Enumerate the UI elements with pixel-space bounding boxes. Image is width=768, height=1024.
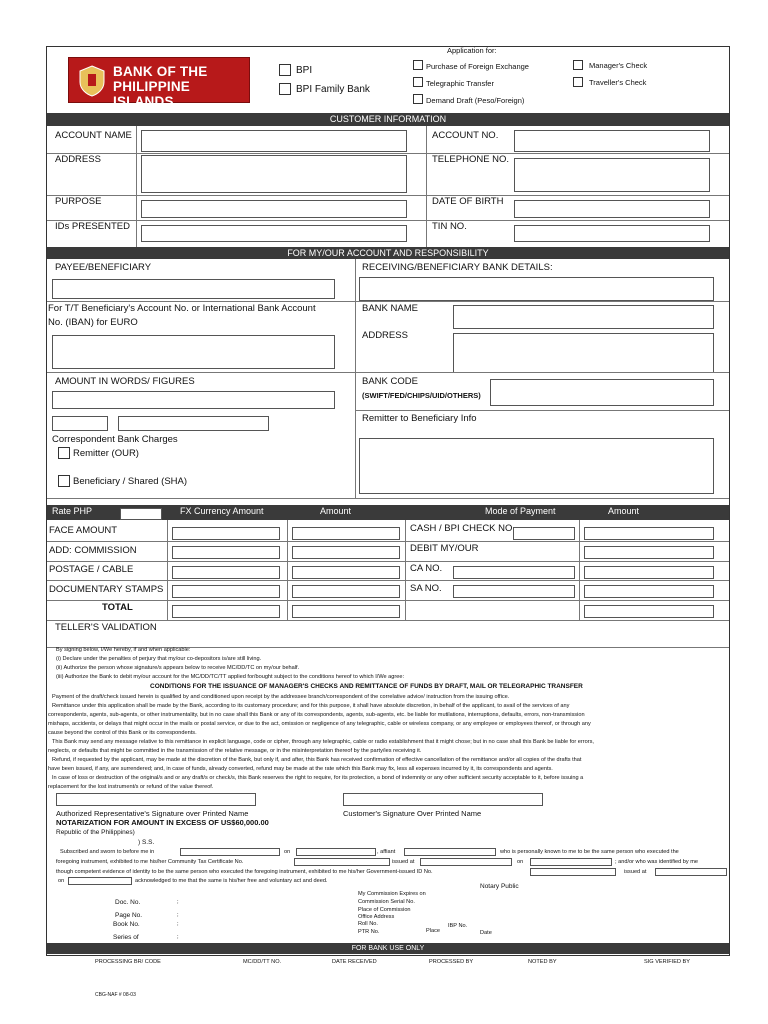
roll-no-label: Roll No. (358, 921, 378, 927)
managers-check-label: Manager's Check (589, 61, 648, 70)
purpose-label: PURPOSE (55, 196, 102, 207)
on-text: on (284, 849, 291, 855)
terms-intro: By signing below, I/We hereby, if and when applicable: (56, 647, 191, 653)
amount-currency-field[interactable] (52, 416, 108, 431)
receiving-bank-label: RECEIVING/BENEFICIARY BANK DETAILS: (362, 262, 553, 273)
subscribed-text: Subscribed and sworn to before me in (60, 849, 155, 855)
cash-amount-field[interactable] (584, 527, 714, 540)
sa-amount-field[interactable] (584, 585, 714, 598)
processing-br-label: PROCESSING BR/ CODE (95, 959, 161, 965)
place-label: Place (426, 928, 440, 934)
ca-no-field[interactable] (453, 566, 575, 579)
subscribed-date-field[interactable] (296, 848, 376, 856)
remitter-our-label: Remitter (OUR) (73, 448, 139, 459)
ss-label: ) S.S. (138, 839, 155, 846)
ids-presented-field[interactable] (141, 225, 407, 242)
bpi-family-checkbox[interactable] (279, 83, 291, 95)
remitter-info-field[interactable] (359, 438, 714, 494)
travellers-check-checkbox[interactable] (573, 77, 583, 87)
divider (579, 520, 580, 620)
divider (136, 126, 137, 247)
ctc-no-field[interactable] (294, 858, 390, 866)
rate-php-field[interactable] (120, 508, 162, 520)
place-commission-label: Place of Commission (358, 907, 411, 913)
date-received-label: DATE RECEIVED (332, 959, 377, 965)
php-total-field[interactable] (292, 605, 400, 618)
divider (167, 520, 168, 620)
bank-address-field[interactable] (453, 333, 714, 373)
demand-draft-checkbox[interactable] (413, 94, 423, 104)
fx-face-amount-field[interactable] (172, 527, 280, 540)
issued-at-text: issued at (392, 859, 415, 865)
tin-field[interactable] (514, 225, 710, 242)
rate-php-label: Rate PHP (52, 506, 93, 516)
processed-by-label: PROCESSED BY (429, 959, 474, 965)
debit-label: DEBIT MY/OUR (410, 543, 479, 554)
divider (47, 541, 729, 542)
amount-words-label: AMOUNT IN WORDS/ FIGURES (55, 376, 195, 387)
divider (405, 520, 406, 620)
colon: ; (177, 899, 179, 905)
dob-field[interactable] (514, 200, 710, 218)
rep-signature-field[interactable] (56, 793, 256, 806)
bank-code-field[interactable] (490, 379, 714, 406)
bank-logo (68, 57, 250, 109)
divider (355, 259, 356, 499)
amount-figures-field[interactable] (118, 416, 269, 431)
account-no-label: ACCOUNT NO. (432, 130, 499, 141)
ptr-no-label: PTR No. (358, 929, 380, 935)
divider (47, 220, 729, 221)
tt-account-label-2: No. (IBAN) for EURO (48, 317, 138, 328)
colon: ; (177, 934, 179, 940)
bank-name-label: BANK NAME (362, 303, 418, 314)
telegraphic-label: Telegraphic Transfer (426, 79, 494, 88)
gov-id-date-field[interactable] (68, 877, 132, 885)
notary-public-label: Notary Public (480, 883, 519, 890)
condition-line: replacement for the lost instrument/s or refund of the value thereof. (48, 784, 214, 790)
divider (47, 580, 729, 581)
commission-serial-label: Commission Serial No. (358, 899, 415, 905)
receiving-bank-field[interactable] (359, 277, 714, 301)
condition-line: cause beyond the control of this Bank or its correspondents. (48, 730, 197, 736)
total-amount-field[interactable] (584, 605, 714, 618)
purchase-fx-checkbox[interactable] (413, 60, 423, 70)
series-label: Series of (113, 934, 139, 941)
condition-line: correspondents, agents, sub-agents, or other instrumentality, but in no case shall this Bank or any of its correspondents, agents, sub-agents, etc. be liable for mutilations, interruptions, defaults, errors, non-transmission (48, 712, 585, 718)
divider (355, 410, 729, 411)
gov-id-issued-at-field[interactable] (655, 868, 727, 876)
tt-account-label-1: For T/T Beneficiary's Account No. or International Bank Account (48, 303, 316, 314)
form-code: CBG-NAF # 08-03 (95, 992, 136, 998)
fx-amount-header: FX Currency Amount (180, 506, 264, 516)
condition-line: mishaps, accidents, or delays that might occur in the mails or postal service, or due to the act, omission or negligence of any telegraphic, cable or wireless company, or any employee or employees thereof, or through any (48, 721, 591, 727)
colon: ; (177, 921, 179, 927)
customer-signature-field[interactable] (343, 793, 543, 806)
book-no-label: Book No. (113, 921, 140, 928)
postage-label: POSTAGE / CABLE (49, 564, 134, 575)
teller-validation-label: TELLER'S VALIDATION (55, 622, 157, 633)
tt-account-field[interactable] (52, 335, 335, 369)
fx-stamps-field[interactable] (172, 585, 280, 598)
remitter-info-label: Remitter to Beneficiary Info (362, 413, 477, 424)
bank-name-line2: PHILIPPINE ISLANDS (113, 79, 191, 109)
fx-commission-field[interactable] (172, 546, 280, 559)
notarization-title: NOTARIZATION FOR AMOUNT IN EXCESS OF US$60,000.00 (56, 818, 269, 827)
amount-words-field[interactable] (52, 391, 335, 409)
on2-text: on (517, 859, 524, 865)
terms-item-1: (i) Declare under the penalties of perjury that my/our co-depositors is/are still living. (56, 656, 262, 662)
customer-info-bar: CUSTOMER INFORMATION (47, 113, 729, 126)
divider (47, 372, 729, 373)
php-postage-field[interactable] (292, 566, 400, 579)
correspondent-label: Correspondent Bank Charges (52, 434, 178, 445)
divider (47, 301, 729, 302)
rep-signature-label: Authorized Representative's Signature over Printed Name (56, 809, 249, 818)
ca-amount-field[interactable] (584, 566, 714, 579)
subscribed-place-field[interactable] (180, 848, 280, 856)
remitter-our-checkbox[interactable] (58, 447, 70, 459)
mc-dd-tt-label: MC/DD/TT NO. (243, 959, 282, 965)
mode-payment-header: Mode of Payment (485, 506, 556, 516)
sig-verified-label: SIG VERIFIED BY (644, 959, 691, 965)
colon: ; (177, 912, 179, 918)
check-no-field[interactable] (513, 527, 575, 540)
cash-check-label: CASH / BPI CHECK NO (410, 523, 513, 534)
fx-total-field[interactable] (172, 605, 280, 618)
personally-text: who is personally known to me to be the same person who executed the (500, 849, 679, 855)
account-no-field[interactable] (514, 130, 710, 152)
ids-presented-label: IDs PRESENTED (55, 221, 130, 232)
affiant-field[interactable] (404, 848, 496, 856)
divider (287, 520, 288, 620)
condition-line: Payment of the draft/check issued herein is qualified by and conditioned upon receipt by the addressee branch/correspondent of the correlative advice/ instruction from the issuing office. (52, 694, 510, 700)
address-label: ADDRESS (55, 154, 101, 165)
affiant-text: , affiant (377, 849, 396, 855)
payee-field[interactable] (52, 279, 335, 299)
account-name-field[interactable] (141, 130, 407, 152)
bpi-label: BPI (296, 65, 313, 76)
doc-no-label: Doc. No. (115, 899, 141, 906)
divider (47, 600, 729, 601)
bpi-family-label: BPI Family Bank (296, 84, 370, 95)
condition-line: have been issued, if any, are surrendered; and, in case of funds, already converted, refund may be made at the rate which this Bank may fix, less all expenses incurred by it, its correspondents and agents. (48, 766, 553, 772)
issued-at2-text: issued at (624, 869, 647, 875)
debit-amount-field[interactable] (584, 546, 714, 559)
php-stamps-field[interactable] (292, 585, 400, 598)
account-responsibility-bar: FOR MY/OUR ACCOUNT AND RESPONSIBILITY (47, 247, 729, 259)
customer-signature-label: Customer's Signature Over Printed Name (343, 809, 482, 818)
bank-use-bar: FOR BANK USE ONLY (47, 943, 729, 954)
total-label: TOTAL (102, 602, 133, 613)
telephone-label: TELEPHONE NO. (432, 154, 510, 165)
terms-item-2: (ii) Authorize the person whose signature/s appears below to receive MC/DD/TC on my/our behalf. (56, 665, 300, 671)
address-field[interactable] (141, 155, 407, 193)
commission-expires-label: My Commission Expires on (358, 891, 426, 897)
on3-text: on (58, 878, 65, 884)
condition-line: Remittance under this application shall be made by the Bank, according to its customary procedure; and for this purpose, it shall have absolute discretion, in behalf of the applicant, to avail of the services of any (52, 703, 570, 709)
demand-draft-label: Demand Draft (Peso/Foreign) (426, 96, 525, 105)
sa-no-field[interactable] (453, 585, 575, 598)
face-amount-label: FACE AMOUNT (49, 525, 118, 536)
bank-name-field[interactable] (453, 305, 714, 329)
noted-by-label: NOTED BY (528, 959, 557, 965)
office-address-label: Office Address (358, 914, 395, 920)
php-face-amount-field[interactable] (292, 527, 400, 540)
crest-icon (77, 64, 107, 98)
amount2-header: Amount (608, 506, 640, 516)
telephone-field[interactable] (514, 158, 710, 192)
travellers-check-label: Traveller's Check (589, 78, 647, 87)
amount-header: Amount (320, 506, 352, 516)
divider (426, 126, 427, 247)
condition-line: Refund, if requested by the applicant, may be made at the discretion of the Bank, but only if, and after, this Bank has received confirmation of effective cancellation of the remittance and/or all copies of the drafts that (52, 757, 582, 763)
divider (47, 561, 729, 562)
purpose-field[interactable] (141, 200, 407, 218)
tin-label: TIN NO. (432, 221, 467, 232)
republic-label: Republic of the Philippines) (56, 829, 135, 836)
managers-check-checkbox[interactable] (573, 60, 583, 70)
purchase-fx-label: Purchase of Foreign Exchange (426, 62, 529, 71)
commission-label: ADD: COMMISSION (49, 545, 137, 556)
divider (47, 620, 729, 621)
ctc-date-field[interactable] (530, 858, 612, 866)
ca-no-label: CA NO. (410, 563, 443, 574)
foregoing-text: foregoing instrument, exhibited to me his/her Community Tax Certificate No. (56, 859, 244, 865)
fx-postage-field[interactable] (172, 566, 280, 579)
identified-text: ; and/or who was identified by me (615, 859, 699, 865)
date-label: Date (480, 930, 492, 936)
divider (47, 153, 729, 154)
bank-code-sub-label: (SWIFT/FED/CHIPS/UID/OTHERS) (362, 391, 481, 400)
doc-stamps-label: DOCUMENTARY STAMPS (49, 584, 164, 595)
ibp-no-label: IBP No. (448, 923, 468, 929)
bank-code-label: BANK CODE (362, 376, 418, 387)
divider (47, 498, 729, 499)
page-no-label: Page No. (115, 912, 143, 919)
condition-line: This Bank may send any message relative to this remittance in explicit language, code or cipher, through any telegraphic, cable or radio establishment that it might chose; but in no case shall this Bank be liable for errors, (52, 739, 594, 745)
account-name-label: ACCOUNT NAME (55, 130, 132, 141)
beneficiary-sha-checkbox[interactable] (58, 475, 70, 487)
divider (47, 195, 729, 196)
application-for: Application for: (447, 46, 497, 55)
beneficiary-sha-label: Beneficiary / Shared (SHA) (73, 476, 188, 487)
bank-address-label: ADDRESS (362, 330, 408, 341)
competent-text: though competent evidence of identity to be the same person who executed the foregoing instrument, exhibited to me his/her Government-issued ID No. (56, 869, 433, 875)
ctc-issued-at-field[interactable] (420, 858, 512, 866)
condition-line: neglects, or defaults that might be committed in the transmission of the relative message, or in the misinterpretation thereof by the party/ies receiving it. (48, 748, 422, 754)
acknowledged-text: acknowledged to me that the same is his/her free and voluntary act and deed. (135, 878, 328, 884)
terms-item-3: (iii) Authorize the Bank to debit my/our account for the MC/DD/TC/TT applied for/bought subject to the conditions hereof to which I/We agree: (56, 674, 405, 680)
sa-no-label: SA NO. (410, 583, 442, 594)
telegraphic-checkbox[interactable] (413, 77, 423, 87)
payee-label: PAYEE/BENEFICIARY (55, 262, 152, 273)
gov-id-field[interactable] (530, 868, 616, 876)
conditions-title: CONDITIONS FOR THE ISSUANCE OF MANAGER'S CHECKS AND REMITTANCE OF FUNDS BY DRAFT, MAIL OR TELEGRAPHIC TRANSFER (150, 683, 583, 690)
bank-name-line1: BANK OF THE (113, 64, 208, 79)
php-commission-field[interactable] (292, 546, 400, 559)
condition-line: In case of loss or destruction of the original/s and or any draft/s or check/s, this Bank reserves the right to require, for its protection, a bond of indemnity or any other sufficient security acceptable to it, before issuing a (52, 775, 584, 781)
dob-label: DATE OF BIRTH (432, 196, 504, 207)
bpi-checkbox[interactable] (279, 64, 291, 76)
